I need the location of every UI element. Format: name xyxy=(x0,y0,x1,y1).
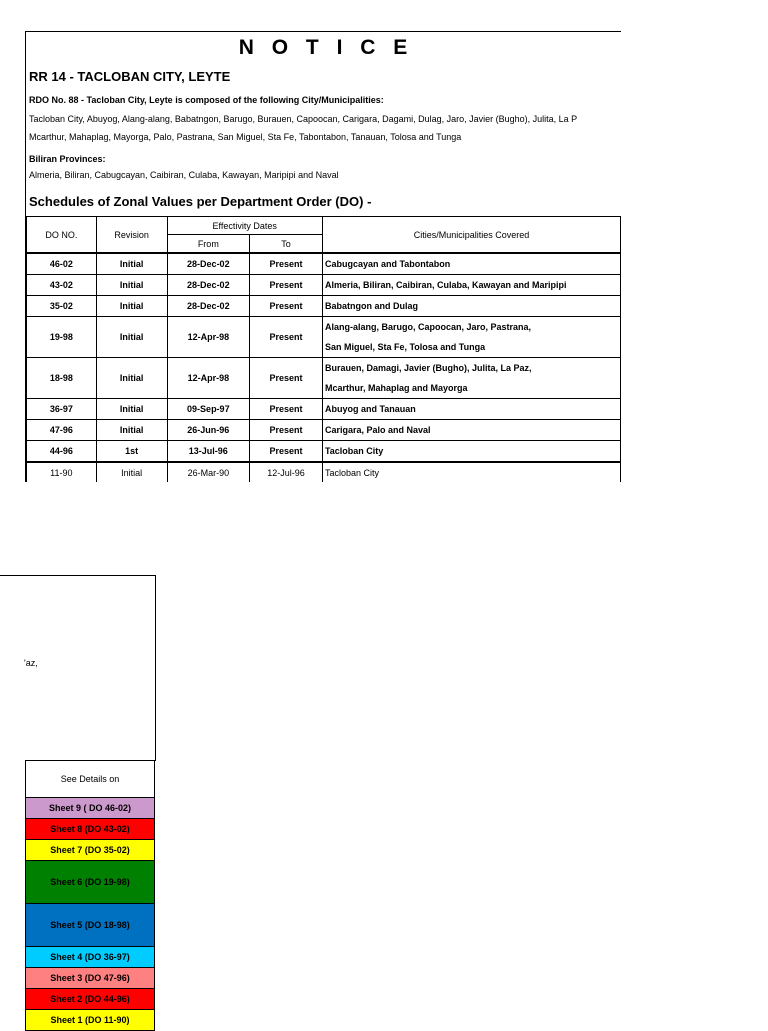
sheet-link[interactable]: Sheet 1 (DO 11-90) xyxy=(26,1010,155,1031)
do-number-cell: 35-02 xyxy=(27,296,97,317)
sheet-link[interactable]: Sheet 6 (DO 19-98) xyxy=(26,861,155,904)
sheet-link[interactable]: Sheet 9 ( DO 46-02) xyxy=(26,798,155,819)
from-date-cell: 12-Apr-98 xyxy=(167,358,250,399)
sheet-index-page xyxy=(0,575,156,1024)
sheet-row xyxy=(26,798,155,819)
do-number-cell: 43-02 xyxy=(27,275,97,296)
cities-cell xyxy=(322,420,620,441)
header-do-no: DO NO. xyxy=(27,217,97,254)
from-date-cell: 09-Sep-97 xyxy=(167,399,250,420)
cities-cell xyxy=(322,358,620,399)
from-date-cell: 28-Dec-02 xyxy=(167,296,250,317)
table-row xyxy=(27,296,621,317)
rdo-line: RDO No. 88 - Tacloban City, Leyte is composed of the following City/Municipalities: xyxy=(29,95,384,105)
municipalities-line-2: Mcarthur, Mahaplag, Mayorga, Palo, Pastrana, San Miguel, Sta Fe, Tabontabon, Tanauan, Tolosa and Tunga xyxy=(29,132,462,142)
sheet-link[interactable]: Sheet 4 (DO 36-97) xyxy=(26,947,155,968)
see-details-label: See Details on xyxy=(26,761,155,798)
table-row xyxy=(27,420,621,441)
cities-line: Tacloban City xyxy=(324,468,379,478)
to-date-cell: Present xyxy=(250,420,323,441)
do-number-cell: 11-90 xyxy=(27,462,97,482)
from-date-cell: 26-Mar-90 xyxy=(167,462,250,482)
to-date-cell: Present xyxy=(250,253,323,275)
cities-line: Tacloban City xyxy=(324,446,384,456)
header-revision: Revision xyxy=(96,217,167,254)
schedules-heading: Schedules of Zonal Values per Department Order (DO) - xyxy=(29,194,372,209)
cities-cell xyxy=(322,275,620,296)
to-date-cell: Present xyxy=(250,399,323,420)
sheet-row xyxy=(26,989,155,1010)
do-table-body xyxy=(27,253,621,482)
revision-cell: Initial xyxy=(96,296,167,317)
cities-cell xyxy=(322,441,620,463)
do-number-cell: 19-98 xyxy=(27,317,97,358)
do-number-cell: 44-96 xyxy=(27,441,97,463)
table-row xyxy=(27,275,621,296)
header-effectivity: Effectivity Dates xyxy=(167,217,322,235)
from-date-cell: 28-Dec-02 xyxy=(167,253,250,275)
cities-cell xyxy=(322,317,620,358)
sheet-row xyxy=(26,840,155,861)
cities-cell xyxy=(322,462,620,482)
cities-line: Almeria, Biliran, Caibiran, Culaba, Kawayan and Maripipi xyxy=(324,280,567,290)
from-date-cell: 28-Dec-02 xyxy=(167,275,250,296)
do-table xyxy=(26,216,621,482)
sheet-link[interactable]: Sheet 3 (DO 47-96) xyxy=(26,968,155,989)
do-number-cell: 18-98 xyxy=(27,358,97,399)
header-from: From xyxy=(167,235,250,254)
sheet-row xyxy=(26,861,155,904)
cut-text-fragment: 'az, xyxy=(24,658,38,668)
revision-cell: Initial xyxy=(96,399,167,420)
cities-line: Babatngon and Dulag xyxy=(324,301,418,311)
from-date-cell: 12-Apr-98 xyxy=(167,317,250,358)
biliran-label: Biliran Provinces: xyxy=(29,154,106,164)
cities-line: Abuyog and Tanauan xyxy=(324,404,416,414)
table-row xyxy=(27,399,621,420)
biliran-line: Almeria, Biliran, Cabugcayan, Caibiran, Culaba, Kawayan, Maripipi and Naval xyxy=(29,170,339,180)
rr-heading: RR 14 - TACLOBAN CITY, LEYTE xyxy=(29,69,231,84)
cities-line: Burauen, Damagi, Javier (Bugho), Julita, La Paz, xyxy=(324,363,532,373)
revision-cell: Initial xyxy=(96,462,167,482)
sheet-row xyxy=(26,947,155,968)
from-date-cell: 13-Jul-96 xyxy=(167,441,250,463)
sheet-row xyxy=(26,819,155,840)
from-date-cell: 26-Jun-96 xyxy=(167,420,250,441)
do-number-cell: 36-97 xyxy=(27,399,97,420)
cities-line: Carigara, Palo and Naval xyxy=(324,425,431,435)
header-to: To xyxy=(250,235,323,254)
cities-cell xyxy=(322,399,620,420)
to-date-cell: Present xyxy=(250,317,323,358)
revision-cell: Initial xyxy=(96,358,167,399)
table-row xyxy=(27,441,621,463)
municipalities-line-1: Tacloban City, Abuyog, Alang-alang, Babatngon, Barugo, Burauen, Capoocan, Carigara, Dagami, Dulag, Jaro, Javier (Bugho), Julita, La P xyxy=(29,114,578,124)
sheet-row xyxy=(26,968,155,989)
sheet-link[interactable]: Sheet 5 (DO 18-98) xyxy=(26,904,155,947)
revision-cell: Initial xyxy=(96,253,167,275)
cities-line: Alang-alang, Barugo, Capoocan, Jaro, Pastrana, xyxy=(324,322,531,332)
revision-cell: Initial xyxy=(96,275,167,296)
sheet-link[interactable]: Sheet 8 (DO 43-02) xyxy=(26,819,155,840)
header-cities: Cities/Municipalities Covered xyxy=(322,217,620,254)
revision-cell: Initial xyxy=(96,317,167,358)
to-date-cell: Present xyxy=(250,358,323,399)
cities-line: Mcarthur, Mahaplag and Mayorga xyxy=(324,383,468,393)
sheet-link[interactable]: Sheet 7 (DO 35-02) xyxy=(26,840,155,861)
sheet-row xyxy=(26,904,155,947)
revision-cell: Initial xyxy=(96,420,167,441)
to-date-cell: Present xyxy=(250,275,323,296)
notice-title: N O T I C E xyxy=(238,36,414,59)
sheet-link[interactable]: Sheet 2 (DO 44-96) xyxy=(26,989,155,1010)
cities-cell xyxy=(322,253,620,275)
do-number-cell: 46-02 xyxy=(27,253,97,275)
cities-line: Cabugcayan and Tabontabon xyxy=(324,259,451,269)
table-row xyxy=(27,253,621,275)
page-frame xyxy=(0,575,156,761)
table-row xyxy=(27,317,621,358)
to-date-cell: Present xyxy=(250,441,323,463)
sheet-index-table xyxy=(25,760,155,1031)
sheet-row xyxy=(26,1010,155,1031)
notice-page xyxy=(25,31,621,482)
to-date-cell: Present xyxy=(250,296,323,317)
table-row xyxy=(27,462,621,482)
table-row xyxy=(27,358,621,399)
do-number-cell: 47-96 xyxy=(27,420,97,441)
revision-cell: 1st xyxy=(96,441,167,463)
cities-cell xyxy=(322,296,620,317)
cities-line: San Miguel, Sta Fe, Tolosa and Tunga xyxy=(324,342,486,352)
to-date-cell: 12-Jul-96 xyxy=(250,462,323,482)
